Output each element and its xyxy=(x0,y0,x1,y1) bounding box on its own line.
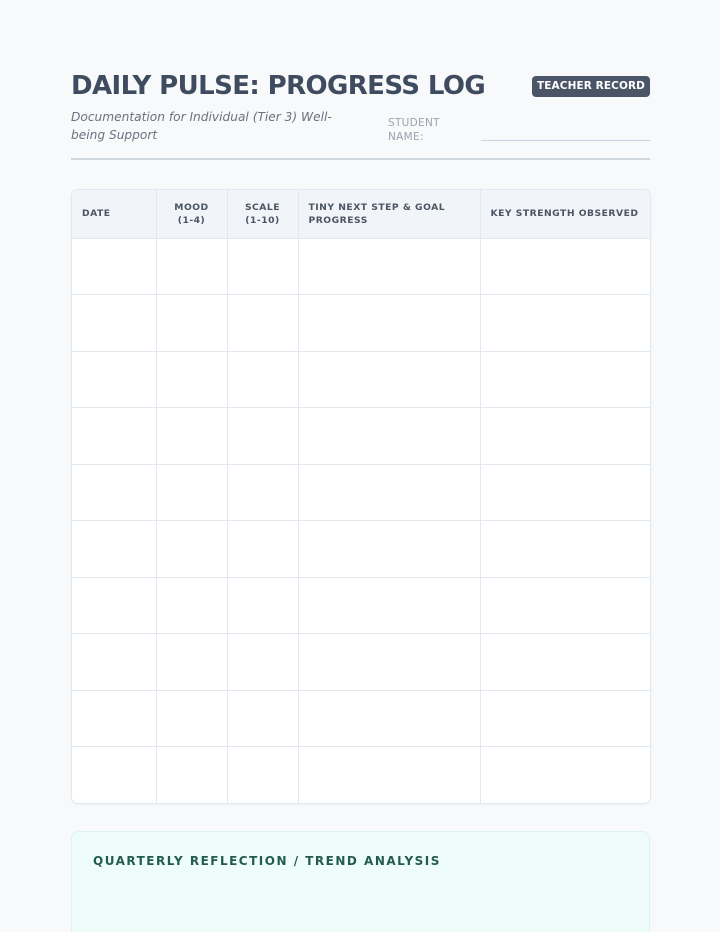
next-step-cell[interactable] xyxy=(298,351,480,408)
date-cell[interactable] xyxy=(72,295,156,352)
next-step-cell[interactable] xyxy=(298,747,480,804)
scale-cell[interactable] xyxy=(227,238,298,295)
page-title: DAILY PULSE: PROGRESS LOG xyxy=(71,71,486,101)
next-step-cell[interactable] xyxy=(298,238,480,295)
column-header-strength: KEY STRENGTH OBSERVED xyxy=(480,190,650,238)
date-cell[interactable] xyxy=(72,521,156,578)
strength-cell[interactable] xyxy=(480,408,650,465)
column-header-date: DATE xyxy=(72,190,156,238)
strength-cell[interactable] xyxy=(480,577,650,634)
scale-cell[interactable] xyxy=(227,464,298,521)
next-step-cell[interactable] xyxy=(298,690,480,747)
next-step-cell[interactable] xyxy=(298,295,480,352)
teacher-record-badge: TEACHER RECORD xyxy=(532,76,650,97)
scale-cell[interactable] xyxy=(227,634,298,691)
scale-cell[interactable] xyxy=(227,690,298,747)
reflection-title: QUARTERLY REFLECTION / TREND ANALYSIS xyxy=(93,854,441,868)
column-header-scale: SCALE (1-10) xyxy=(227,190,298,238)
header-divider xyxy=(71,158,650,160)
strength-cell[interactable] xyxy=(480,295,650,352)
date-cell[interactable] xyxy=(72,351,156,408)
date-cell[interactable] xyxy=(72,464,156,521)
table-row xyxy=(72,464,650,521)
column-header-mood: MOOD (1-4) xyxy=(156,190,227,238)
mood-cell[interactable] xyxy=(156,634,227,691)
strength-cell[interactable] xyxy=(480,238,650,295)
scale-cell[interactable] xyxy=(227,295,298,352)
scale-cell[interactable] xyxy=(227,351,298,408)
student-name-field[interactable] xyxy=(481,140,650,141)
table-row xyxy=(72,521,650,578)
table-row xyxy=(72,634,650,691)
next-step-cell[interactable] xyxy=(298,464,480,521)
next-step-cell[interactable] xyxy=(298,634,480,691)
column-header-next-step: TINY NEXT STEP & GOAL PROGRESS xyxy=(298,190,480,238)
table-row xyxy=(72,238,650,295)
mood-cell[interactable] xyxy=(156,464,227,521)
scale-cell[interactable] xyxy=(227,577,298,634)
mood-cell[interactable] xyxy=(156,295,227,352)
mood-cell[interactable] xyxy=(156,747,227,804)
strength-cell[interactable] xyxy=(480,690,650,747)
mood-cell[interactable] xyxy=(156,577,227,634)
date-cell[interactable] xyxy=(72,238,156,295)
quarterly-reflection-panel xyxy=(71,831,650,932)
mood-cell[interactable] xyxy=(156,351,227,408)
mood-cell[interactable] xyxy=(156,521,227,578)
page-subtitle: Documentation for Individual (Tier 3) Well-being Support xyxy=(71,110,332,142)
strength-cell[interactable] xyxy=(480,521,650,578)
next-step-cell[interactable] xyxy=(298,408,480,465)
mood-cell[interactable] xyxy=(156,408,227,465)
strength-cell[interactable] xyxy=(480,464,650,521)
table-row xyxy=(72,408,650,465)
progress-log-page xyxy=(71,0,650,932)
scale-cell[interactable] xyxy=(227,747,298,804)
strength-cell[interactable] xyxy=(480,747,650,804)
mood-cell[interactable] xyxy=(156,690,227,747)
date-cell[interactable] xyxy=(72,577,156,634)
table-header-row xyxy=(72,190,650,238)
date-cell[interactable] xyxy=(72,634,156,691)
table-row xyxy=(72,690,650,747)
table-row xyxy=(72,351,650,408)
next-step-cell[interactable] xyxy=(298,577,480,634)
mood-cell[interactable] xyxy=(156,238,227,295)
table-row xyxy=(72,577,650,634)
date-cell[interactable] xyxy=(72,690,156,747)
scale-cell[interactable] xyxy=(227,521,298,578)
date-cell[interactable] xyxy=(72,408,156,465)
header xyxy=(71,68,650,108)
strength-cell[interactable] xyxy=(480,634,650,691)
student-name-label: STUDENT NAME: xyxy=(388,117,440,143)
scale-cell[interactable] xyxy=(227,408,298,465)
date-cell[interactable] xyxy=(72,747,156,804)
progress-log-table xyxy=(71,189,651,804)
table-row xyxy=(72,747,650,804)
table-row xyxy=(72,295,650,352)
next-step-cell[interactable] xyxy=(298,521,480,578)
strength-cell[interactable] xyxy=(480,351,650,408)
